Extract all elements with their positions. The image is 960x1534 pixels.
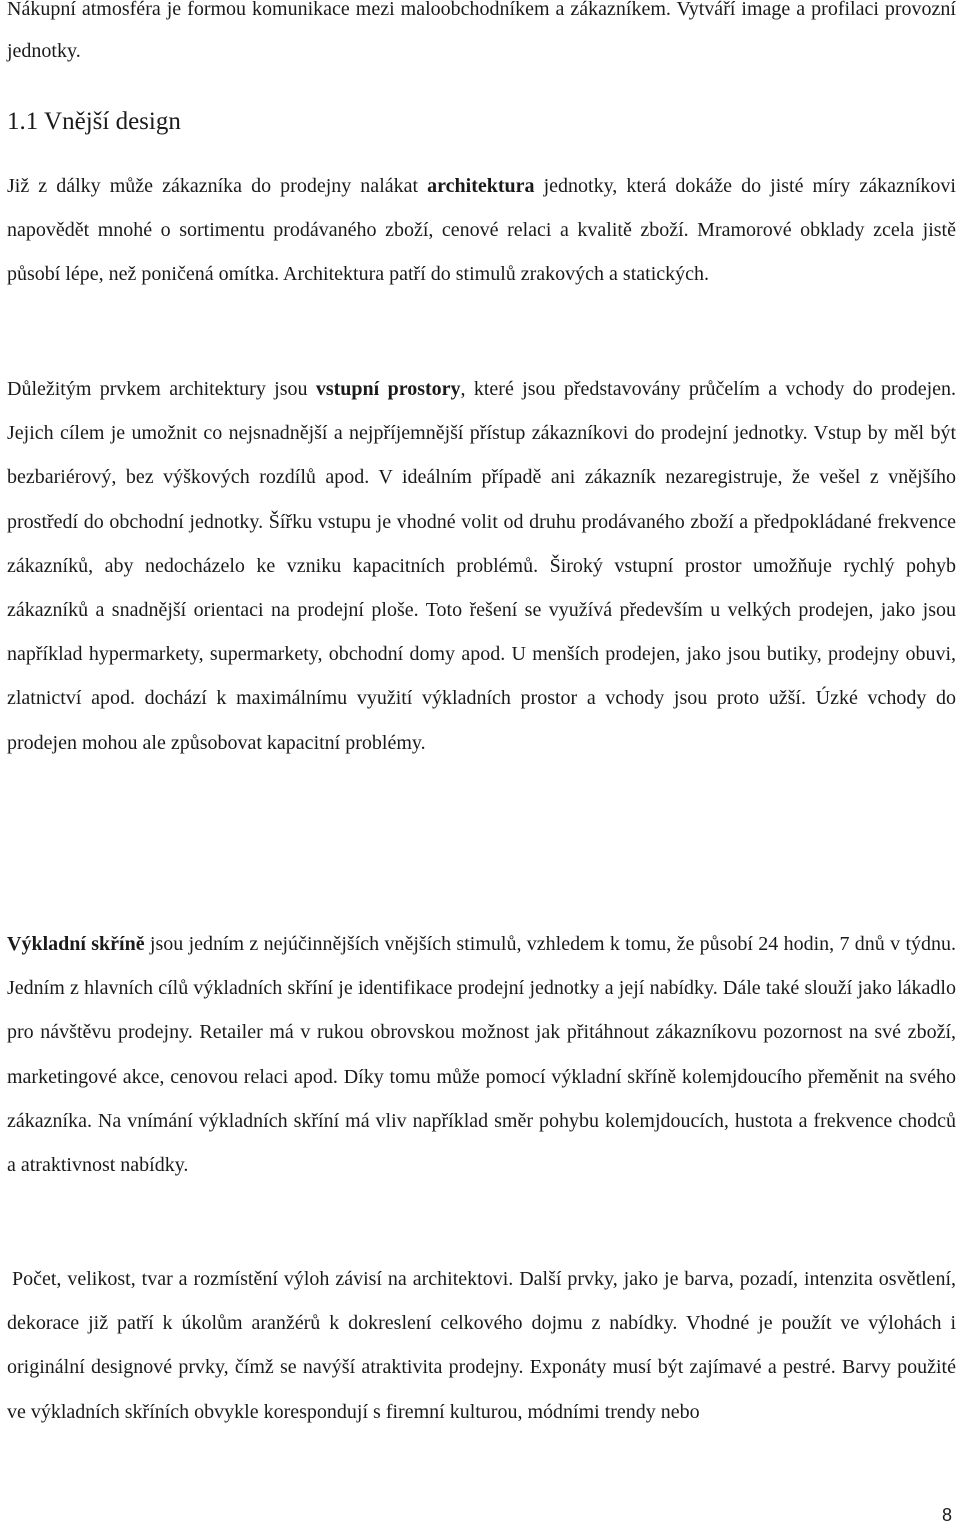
intro-text: Nákupní atmosféra je formou komunikace mezi maloobchodníkem a zákazníkem. Vytváří image a profilaci provozní jednotky. (7, 0, 956, 62)
entrance-term: vstupní prostory (315, 378, 461, 400)
shop-window-term: Výkladní skříně (7, 933, 145, 955)
architecture-paragraph (7, 164, 956, 297)
entrance-text-end: , které jsou představovány průčelím a vchody do prodejen. Jejich cílem je umožnit co nejsnadnější a nejpříjemnější přístup zákazníkovi do prodejní jednotky. Vstup by měl být bezbariérový, bez výškových rozdílů apod. V ideálním případě ani zákazník nezaregistruje, že vešel z vnějšího prostředí do obchodní jednotky. Šířku vstupu je vhodné volit od druhu prodávaného zboží a předpokládané frekvence zákazníků, aby nedocházelo ke vzniku kapacitních problémů. Široký vstupní prostor umožňuje rychlý pohyb zákazníků a snadnější orientaci na prodejní ploše. Toto řešení se využívá především u velkých prodejen, jako jsou například hypermarkety, supermarkety, obchodní domy apod. U menších prodejen, jako jsou butiky, prodejny obuvi, zlatnictví apod. dochází k maximálnímu využití výkladních prostor a vchody jsou proto užší. Úzké vchody do prodejen mohou ale způsobovat kapacitní problémy. (7, 378, 957, 754)
entrance-paragraph (7, 367, 956, 765)
architecture-term: architektura (427, 175, 535, 197)
page-number: 8 (941, 1505, 952, 1525)
shop-window-paragraph (7, 922, 956, 1187)
shop-window-text: jsou jedním z nejúčinnějších vnějších stimulů, vzhledem k tomu, že působí 24 hodin, 7 dnů v týdnu. Jedním z hlavních cílů výkladních skříní je identifikace prodejní jednotky a její nabídky. Dále také slouží jako lákadlo pro návštěvu prodejny. Retailer má v rukou obrovskou možnost jak přitáhnout zákazníkovu pozornost na své zboží, marketingové akce, cenovou relaci apod. Díky tomu může pomocí výkladní skříně kolemjdoucího přeměnit na svého zákazníka. Na vnímání výkladních skříní má vliv například směr pohybu kolemjdoucích, hustota a frekvence chodců a atraktivnost nabídky. (7, 933, 957, 1177)
architecture-text-end: jednotky, která dokáže do jisté míry zákazníkovi napovědět mnohé o sortimentu prodávaného zboží, cenové relaci a kvalitě zboží. Mramorové obklady zcela jistě působí lépe, než poničená omítka. Architektura patří do stimulů zrakových a statických. (7, 175, 956, 286)
section-heading: 1.1 Vnější design (7, 108, 181, 135)
intro-paragraph (7, 0, 956, 72)
window-design-paragraph (7, 1257, 956, 1434)
architecture-text-start: Již z dálky může zákazníka do prodejny nalákat (7, 175, 428, 197)
window-design-text: Počet, velikost, tvar a rozmístění výloh závisí na architektovi. Další prvky, jako je barva, pozadí, intenzita osvětlení, dekorace již patří k úkolům aranžérů k dokreslení celkového dojmu z nabídky. Vhodné je použít ve výlohách i originální designové prvky, čímž se navýší atraktivita prodejny. Exponáty musí být zajímavé a pestré. Barvy použité ve výkladních skříních obvykle korespondují s firemní kulturou, módními trendy nebo (7, 1268, 956, 1423)
entrance-text-start: Důležitým prvkem architektury jsou (7, 378, 316, 400)
